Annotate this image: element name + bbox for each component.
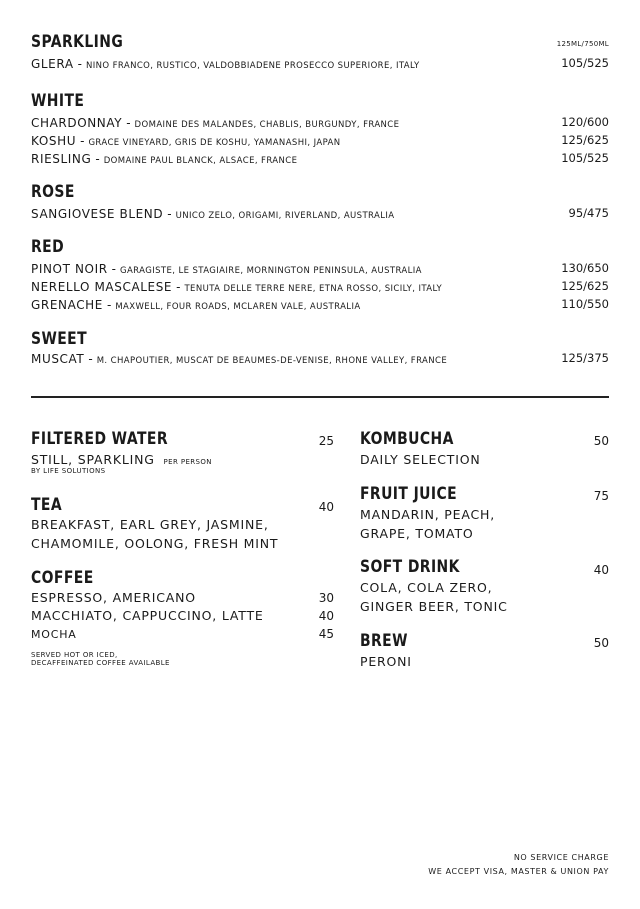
section-title-rose: ROSE <box>31 182 75 202</box>
kombucha-price: 50 <box>593 434 609 448</box>
per-person-note: PER PERSON <box>163 458 212 466</box>
section-title-kombucha: KOMBUCHA <box>360 429 454 449</box>
dash: - <box>77 57 82 71</box>
water-price: 25 <box>318 434 334 448</box>
wine-row <box>31 149 609 167</box>
wine-detail: DOMAINE DES MALANDES, CHABLIS, BURGUNDY, FRANCE <box>134 120 400 130</box>
soft-drink-line: COLA, COLA ZERO, <box>360 580 493 595</box>
wine-row <box>31 204 609 222</box>
section-title-fruit-juice: FRUIT JUICE <box>360 484 458 504</box>
wine-name: MUSCAT <box>31 352 85 366</box>
wine-name: KOSHU <box>31 134 77 148</box>
section-divider <box>31 396 609 398</box>
wine-name: GRENACHE <box>31 298 103 312</box>
wine-price: 95/475 <box>568 206 609 220</box>
wine-detail: GARAGISTE, LE STAGIAIRE, MORNINGTON PENINSULA, AUSTRALIA <box>119 266 422 276</box>
dash: - <box>95 152 100 166</box>
price-size-note: 125ML/750ML <box>556 40 609 48</box>
section-title-brew: BREW <box>360 631 408 651</box>
wine-row <box>31 54 609 72</box>
wine-row <box>31 349 609 367</box>
wine-row <box>31 259 609 277</box>
section-title-sweet: SWEET <box>31 329 88 349</box>
wine-price: 125/625 <box>561 279 609 293</box>
wine-detail: MAXWELL, FOUR ROADS, MCLAREN VALE, AUSTRALIA <box>115 302 361 312</box>
section-title-sparkling: SPARKLING <box>31 32 124 52</box>
coffee-note: SERVED HOT OR ICED, <box>31 651 118 659</box>
coffee-item: MACCHIATO, CAPPUCCINO, LATTE <box>31 608 264 623</box>
coffee-price: 45 <box>318 627 334 641</box>
coffee-price: 40 <box>318 609 334 623</box>
wine-price: 105/525 <box>561 151 609 165</box>
wine-row <box>31 131 609 149</box>
wine-price: 130/650 <box>561 261 609 275</box>
wine-price: 125/625 <box>561 133 609 147</box>
soft-drink-price: 40 <box>593 563 609 577</box>
wine-name: CHARDONNAY <box>31 116 123 130</box>
water-line: STILL, SPARKLING <box>31 452 155 467</box>
tea-price: 40 <box>318 500 334 514</box>
tea-line: CHAMOMILE, OOLONG, FRESH MINT <box>31 536 279 551</box>
wine-price: 120/600 <box>561 115 609 129</box>
fruit-juice-line: MANDARIN, PEACH, <box>360 507 495 522</box>
wine-name: NERELLO MASCALESE <box>31 280 173 294</box>
section-title-coffee: COFFEE <box>31 568 94 588</box>
wine-name: GLERA <box>31 57 74 71</box>
dash: - <box>111 262 116 276</box>
coffee-item: ESPRESSO, AMERICANO <box>31 590 196 605</box>
fruit-juice-price: 75 <box>593 489 609 503</box>
wine-name: PINOT NOIR <box>31 262 108 276</box>
section-title-red: RED <box>31 237 65 257</box>
dash: - <box>106 298 112 312</box>
coffee-price: 30 <box>318 591 334 605</box>
wine-row <box>31 113 609 131</box>
fruit-juice-line: GRAPE, TOMATO <box>360 526 474 541</box>
wine-name: SANGIOVESE BLEND <box>31 207 164 221</box>
water-provider: BY LIFE SOLUTIONS <box>31 467 106 475</box>
wine-detail: GRACE VINEYARD, GRIS DE KOSHU, YAMANASHI, JAPAN <box>88 138 341 148</box>
dash: - <box>176 280 181 294</box>
dash: - <box>167 207 172 221</box>
soft-drink-line: GINGER BEER, TONIC <box>360 599 508 614</box>
wine-detail: UNICO ZELO, ORIGAMI, RIVERLAND, AUSTRALIA <box>175 211 395 221</box>
section-title-filtered-water: FILTERED WATER <box>31 429 168 449</box>
dash: - <box>88 352 93 366</box>
wine-detail: DOMAINE PAUL BLANCK, ALSACE, FRANCE <box>103 156 298 166</box>
coffee-item: MOCHA <box>31 628 77 641</box>
dash: - <box>80 134 85 148</box>
dash: - <box>126 116 131 130</box>
wine-detail: M. CHAPOUTIER, MUSCAT DE BEAUMES-DE-VENISE, RHONE VALLEY, FRANCE <box>96 356 448 366</box>
brew-line: PERONI <box>360 654 412 669</box>
wine-detail: TENUTA DELLE TERRE NERE, ETNA ROSSO, SICILY, ITALY <box>184 284 443 294</box>
wine-name: RIESLING <box>31 152 92 166</box>
brew-price: 50 <box>593 636 609 650</box>
wine-detail: NINO FRANCO, RUSTICO, VALDOBBIADENE PROSECCO SUPERIORE, ITALY <box>85 61 420 71</box>
wine-price: 110/550 <box>561 297 609 311</box>
coffee-note: DECAFFEINATED COFFEE AVAILABLE <box>31 659 170 667</box>
section-title-tea: TEA <box>31 495 63 515</box>
tea-line: BREAKFAST, EARL GREY, JASMINE, <box>31 517 269 532</box>
footer-service-charge: NO SERVICE CHARGE <box>513 853 609 862</box>
section-title-soft-drink: SOFT DRINK <box>360 557 460 577</box>
kombucha-line: DAILY SELECTION <box>360 452 481 467</box>
section-title-white: WHITE <box>31 91 85 111</box>
wine-row <box>31 295 609 313</box>
wine-row <box>31 277 609 295</box>
wine-price: 125/375 <box>561 351 609 365</box>
wine-price: 105/525 <box>561 56 609 70</box>
footer-payment: WE ACCEPT VISA, MASTER & UNION PAY <box>428 867 609 876</box>
